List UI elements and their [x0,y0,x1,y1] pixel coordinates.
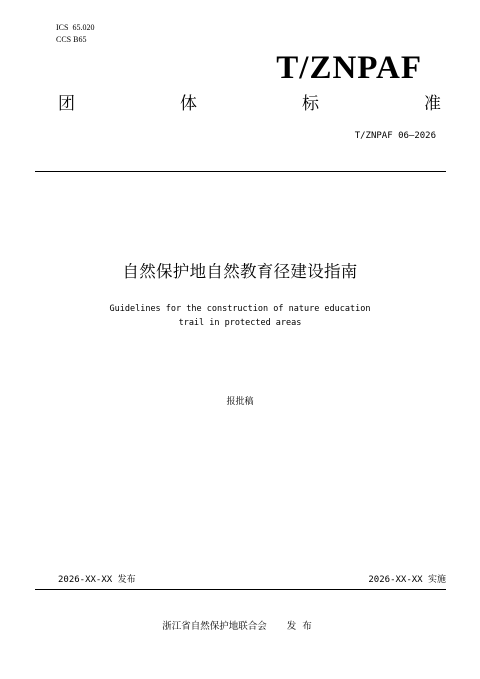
ics-value: 65.020 [72,23,95,32]
document-title-en-line1: Guidelines for the construction of nature education [109,304,371,314]
header-divider [35,171,446,172]
ics-label: ICS [56,23,69,32]
standard-type-char: 体 [180,94,197,114]
document-title-cn: 自然保护地自然教育径建设指南 [122,262,358,281]
document-number: T/ZNPAF 06—2026 [354,131,436,141]
standard-type-char: 标 [302,94,319,114]
standard-type-char: 准 [424,94,441,114]
footer-divider [35,589,446,590]
ccs-classification [56,35,86,45]
standard-type [58,94,441,114]
draft-stage: 报批稿 [226,397,254,407]
issuer [0,621,480,633]
issue-date: 2026-XX-XX 发布 [58,575,136,585]
implementation-date: 2026-XX-XX 实施 [368,575,446,585]
issuer-action: 发布 [286,621,318,632]
document-title-en-line2: trail in protected areas [178,318,302,328]
standard-logo: T/ZNPAF [276,50,422,86]
standard-type-char: 团 [58,94,75,114]
issuer-name: 浙江省自然保护地联合会 [162,621,267,632]
ccs-value: B65 [73,35,87,44]
ics-classification [56,23,94,33]
ccs-label: CCS [56,35,72,44]
